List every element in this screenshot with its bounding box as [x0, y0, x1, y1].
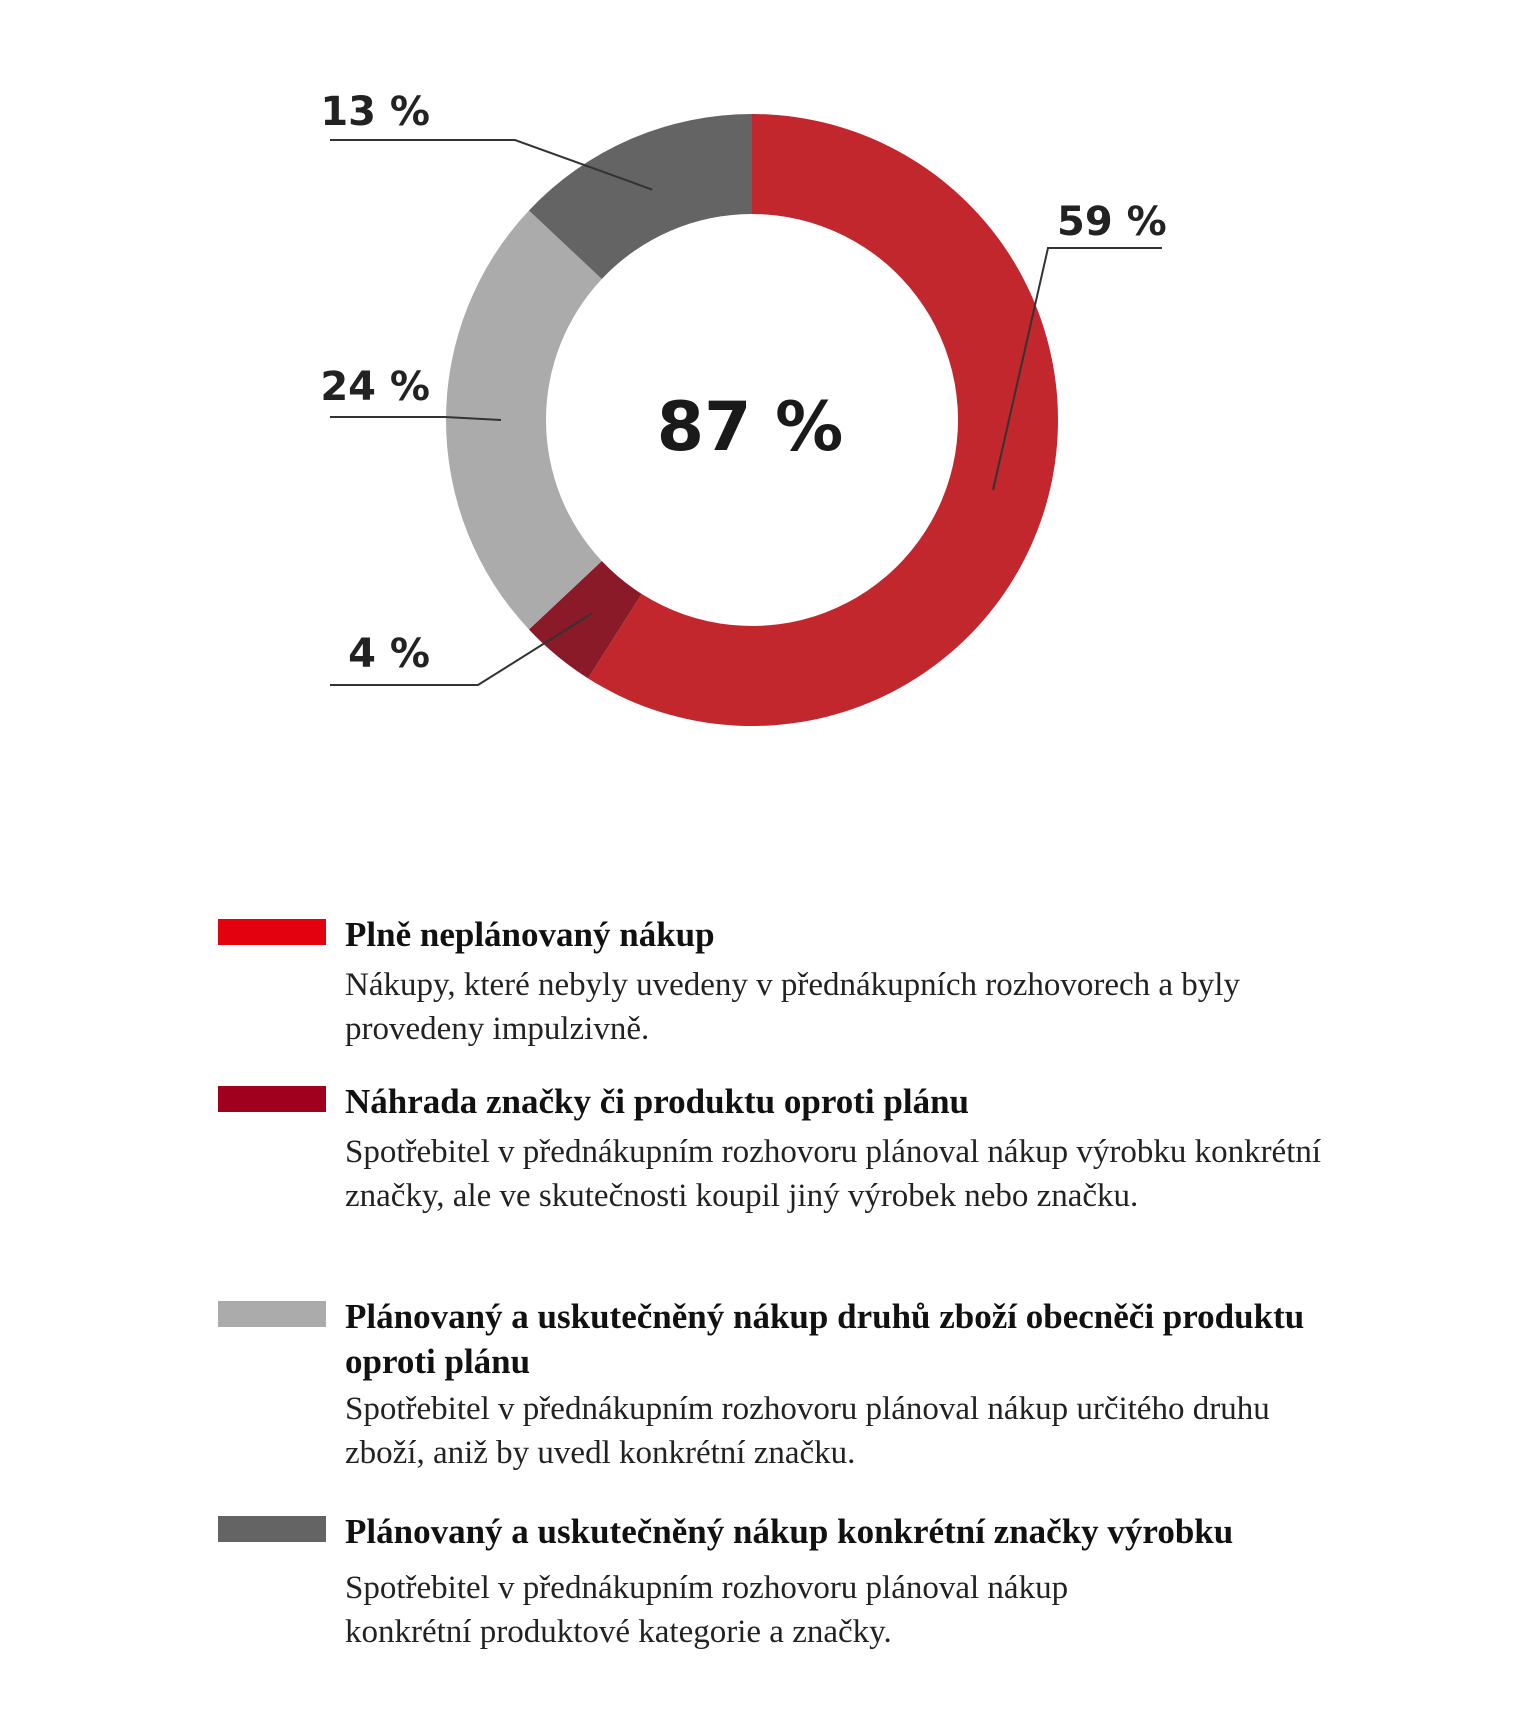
legend-swatch: [218, 1301, 326, 1327]
legend-title: Plánovaný a uskutečněný nákup druhů zboží obecněči produktu oproti plánu: [345, 1297, 1305, 1381]
legend-description: Spotřebitel v přednákupním rozhovoru plánoval nákup konkrétní produktové kategorie a značky.: [345, 1570, 1069, 1650]
slice-label: 4 %: [348, 631, 430, 677]
slice-label: 24 %: [320, 364, 430, 410]
legend-title: Náhrada značky či produktu oproti plánu: [345, 1082, 970, 1121]
legend-item-planned-category: [218, 1294, 1338, 1509]
legend-swatch: [218, 919, 326, 945]
donut-slice: [446, 211, 602, 630]
center-label: 87 %: [656, 388, 844, 467]
legend-title: Plně neplánovaný nákup: [345, 915, 715, 954]
donut-chart: [0, 0, 1520, 760]
legend-description: Spotřebitel v přednákupním rozhovoru plánoval nákup určitého druhu zboží, aniž by uvedl konkrétní značku.: [345, 1391, 1270, 1471]
legend-swatch: [218, 1086, 326, 1112]
legend-item-unplanned: [218, 912, 1338, 1079]
slice-label: 13 %: [320, 89, 430, 135]
legend-description: Spotřebitel v přednákupním rozhovoru plánoval nákup výrobku konkrétní značky, ale ve skutečnosti koupil jiný výrobek nebo značku.: [345, 1134, 1322, 1214]
legend-description: Nákupy, které nebyly uvedeny v přednákupních rozhovorech a byly provedeny impulzivně.: [345, 967, 1240, 1047]
legend-title: Plánovaný a uskutečněný nákup konkrétní značky výrobku: [345, 1512, 1234, 1551]
legend: [218, 912, 1338, 1654]
legend-item-planned-brand: [218, 1509, 1338, 1654]
legend-item-substitution: [218, 1079, 1338, 1294]
slice-label: 59 %: [1057, 199, 1167, 245]
legend-swatch: [218, 1516, 326, 1542]
